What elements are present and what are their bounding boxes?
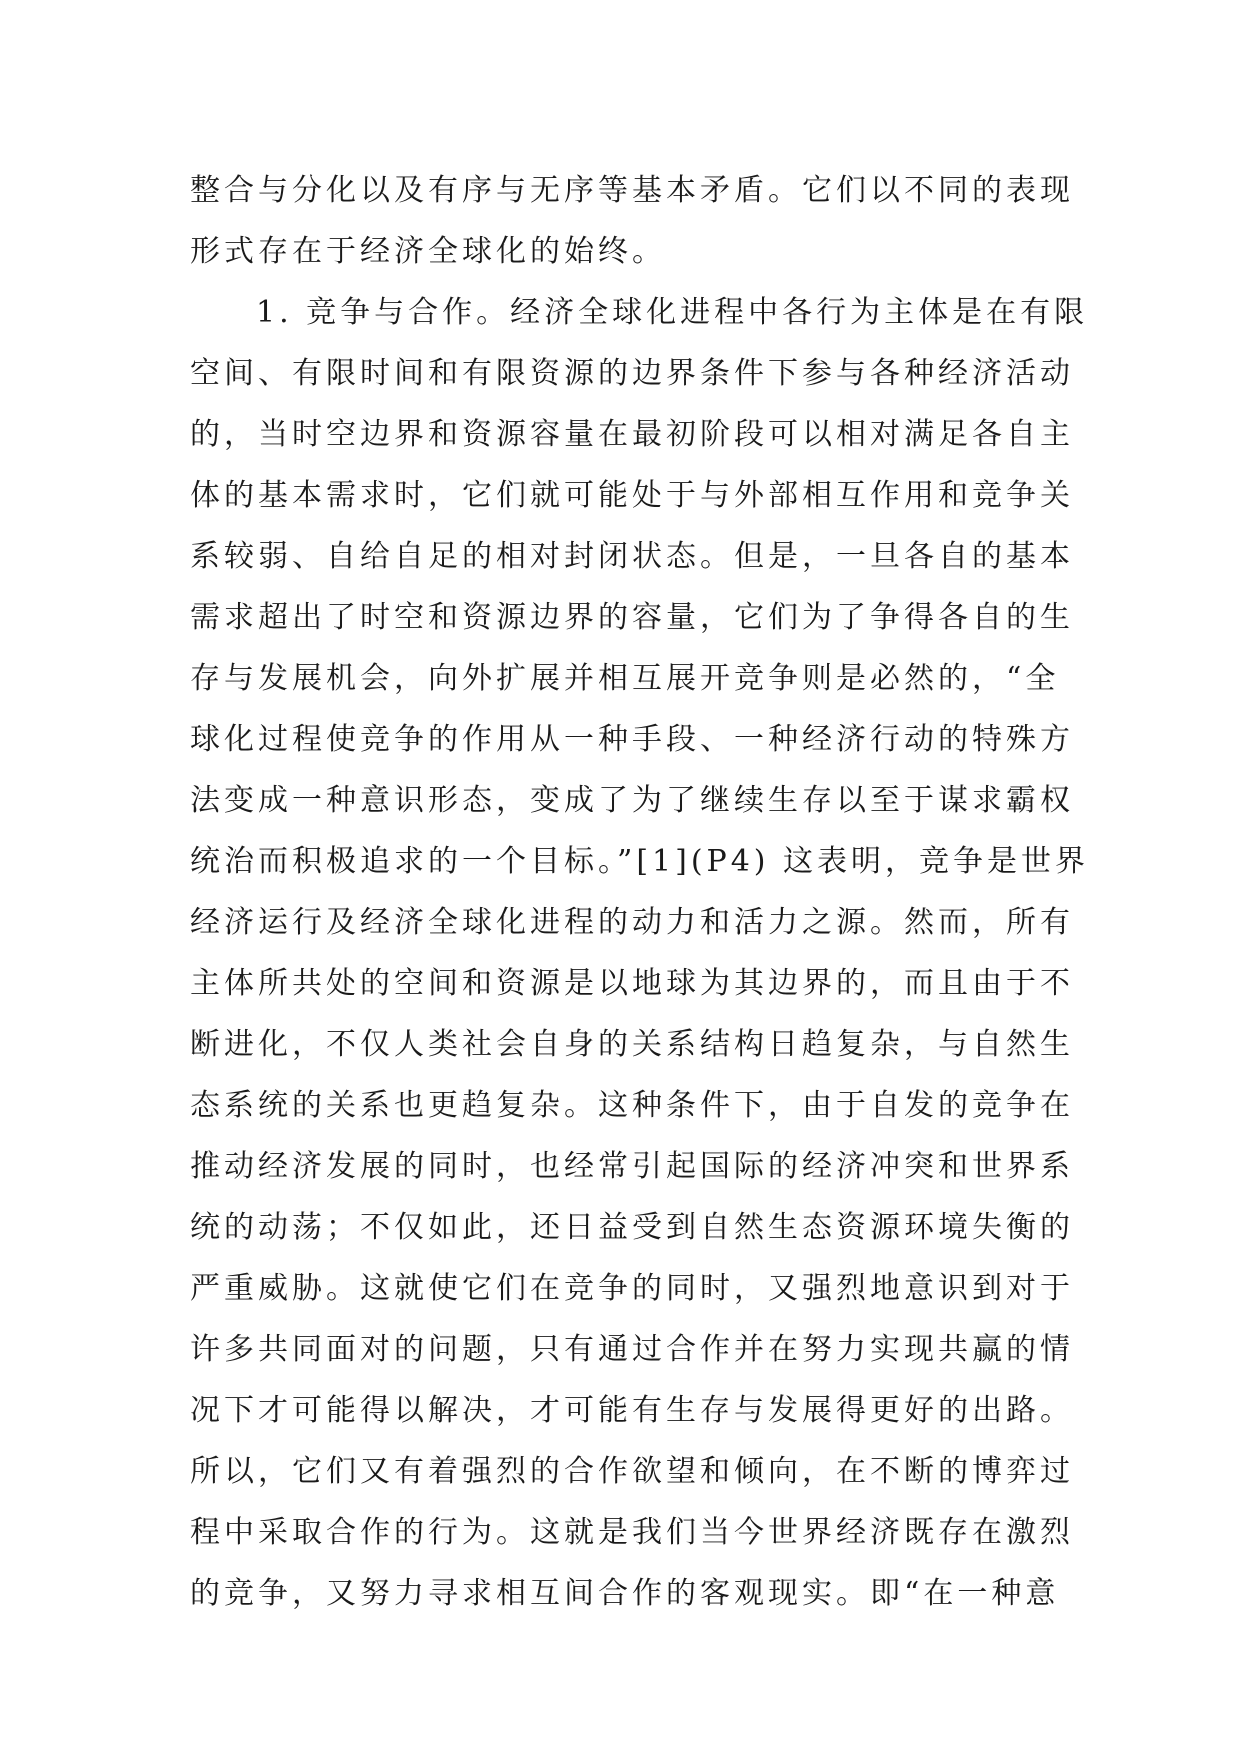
text-line: 整合与分化以及有序与无序等基本矛盾。它们以不同的表现 xyxy=(190,173,1074,208)
text-line: 主体所共处的空间和资源是以地球为其边界的，而且由于不 xyxy=(190,966,1074,1001)
text-line: 经济运行及经济全球化进程的动力和活力之源。然而，所有 xyxy=(190,905,1074,940)
text-line: 系较弱、自给自足的相对封闭状态。但是，一旦各自的基本 xyxy=(190,539,1074,574)
text-line: 的竞争，又努力寻求相互间合作的客观现实。即“在一种意 xyxy=(190,1576,1060,1611)
text-line: 严重威胁。这就使它们在竞争的同时，又强烈地意识到对于 xyxy=(190,1271,1074,1306)
text-line: 程中采取合作的行为。这就是我们当今世界经济既存在激烈 xyxy=(190,1515,1074,1550)
text-line: 许多共同面对的问题，只有通过合作并在努力实现共赢的情 xyxy=(190,1332,1074,1367)
text-line: 体的基本需求时，它们就可能处于与外部相互作用和竞争关 xyxy=(190,478,1074,513)
text-line: 存与发展机会，向外扩展并相互展开竞争则是必然的，“全 xyxy=(190,661,1060,696)
text-line: 球化过程使竞争的作用从一种手段、一种经济行动的特殊方 xyxy=(190,722,1074,757)
text-line: 统的动荡；不仅如此，还日益受到自然生态资源环境失衡的 xyxy=(190,1210,1074,1245)
text-line: 法变成一种意识形态，变成了为了继续生存以至于谋求霸权 xyxy=(190,783,1074,818)
body-text xyxy=(190,160,1090,1624)
text-line: 空间、有限时间和有限资源的边界条件下参与各种经济活动 xyxy=(190,356,1074,391)
text-line: 的，当时空边界和资源容量在最初阶段可以相对满足各自主 xyxy=(190,417,1074,452)
section-heading-line: 1. 竞争与合作。经济全球化进程中各行为主体是在有限 xyxy=(256,295,1089,330)
text-line: 形式存在于经济全球化的始终。 xyxy=(190,234,666,269)
text-line: 所以，它们又有着强烈的合作欲望和倾向，在不断的博弈过 xyxy=(190,1454,1074,1489)
text-line: 推动经济发展的同时，也经常引起国际的经济冲突和世界系 xyxy=(190,1149,1074,1184)
text-line: 需求超出了时空和资源边界的容量，它们为了争得各自的生 xyxy=(190,600,1074,635)
text-line: 态系统的关系也更趋复杂。这种条件下，由于自发的竞争在 xyxy=(190,1088,1074,1123)
text-line: 断进化，不仅人类社会自身的关系结构日趋复杂，与自然生 xyxy=(190,1027,1074,1062)
text-line: 统治而积极追求的一个目标。”[1](P4) 这表明，竞争是世界 xyxy=(190,844,1090,879)
text-line: 况下才可能得以解决，才可能有生存与发展得更好的出路。 xyxy=(190,1393,1074,1428)
